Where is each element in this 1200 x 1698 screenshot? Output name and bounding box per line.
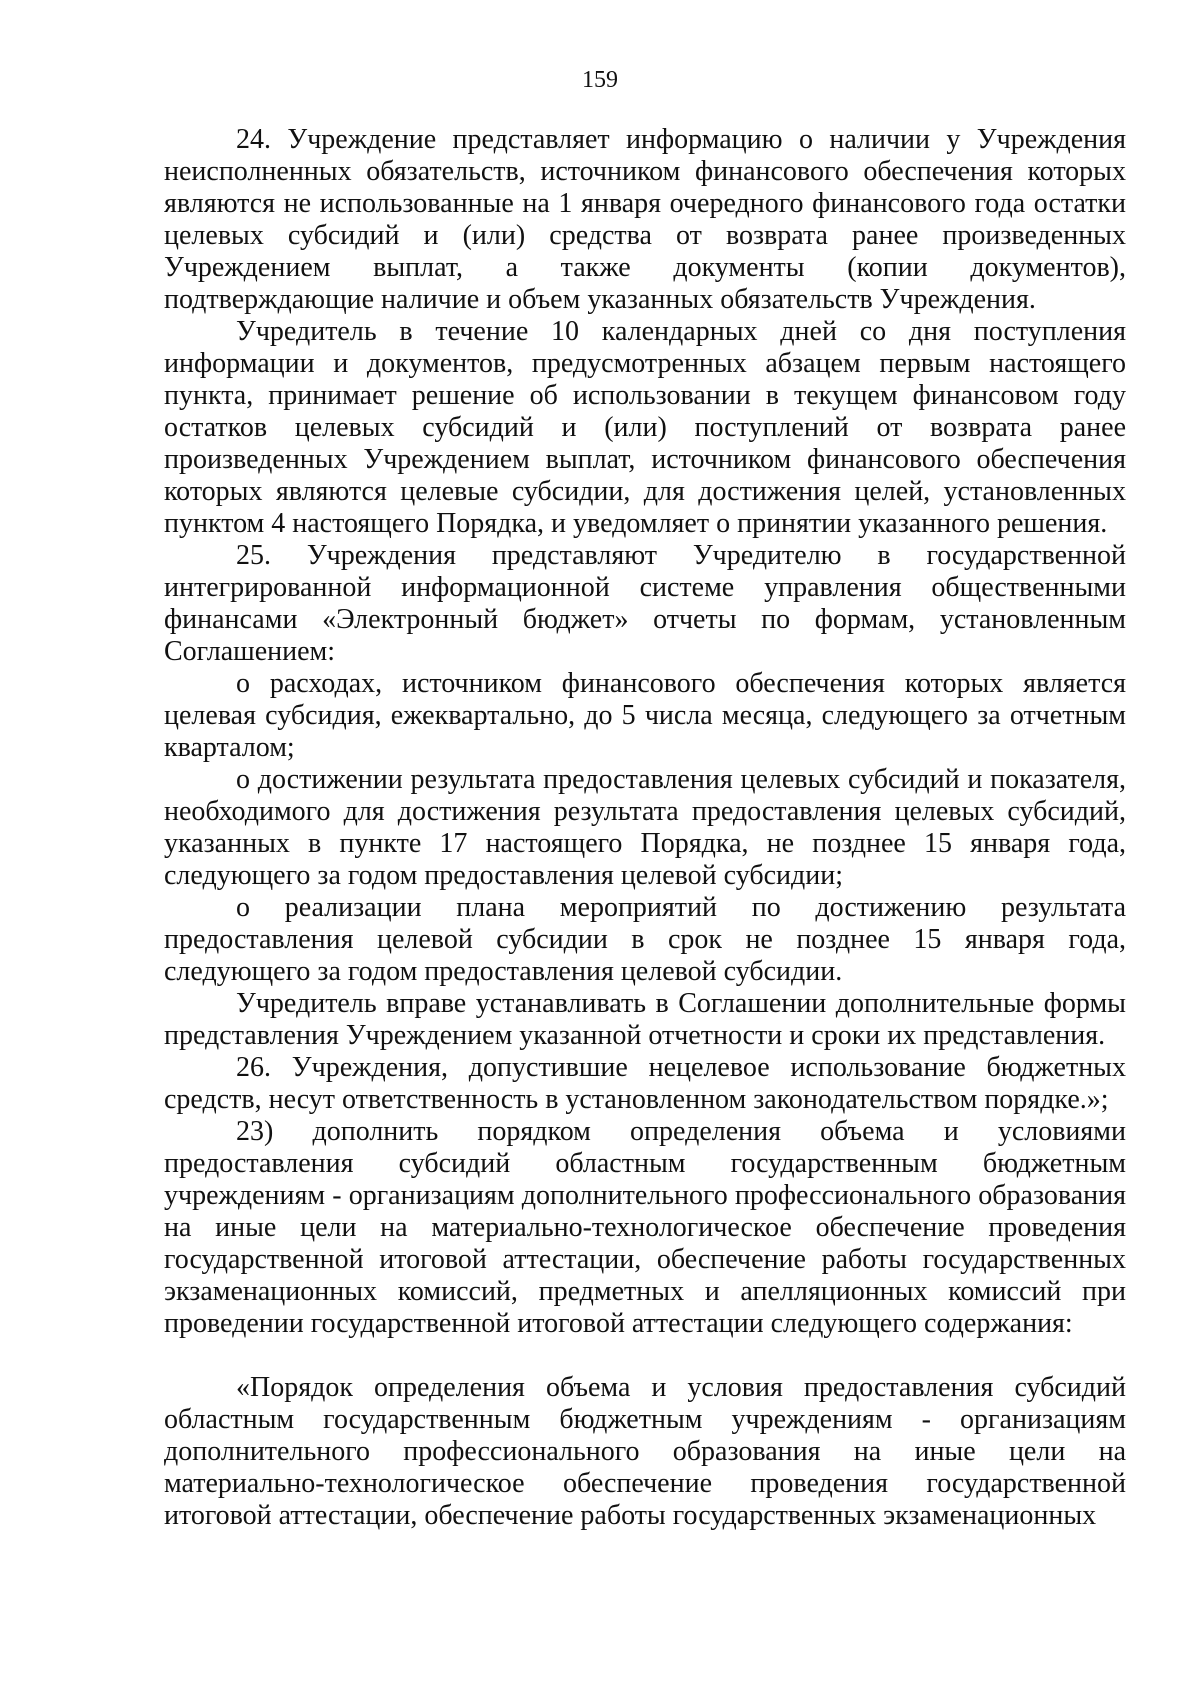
paragraph-24: 24. Учреждение представляет информацию о наличии у Учреждения неисполненных обязательств, источником финансового обеспечения которых являются не использованные на 1 января очередного финансового года остатки целевых субсидий и (или) средства от возврата ранее произведенных Учреждением выплат, а также документы (копии документов), подтверждающие наличие и объем указанных обязательств Учреждения.: [164, 124, 1126, 315]
paragraph-result-report: о достижении результата предоставления целевых субсидий и показателя, необходимого для достижения результата предоставления целевых субсидий, указанных в пункте 17 настоящего Порядка, не позднее 15 января года, следующего за годом предоставления целевой субсидии;: [164, 764, 1126, 891]
paragraph-26: 26. Учреждения, допустившие нецелевое использование бюджетных средств, несут ответственность в установленном законодательством порядке.»;: [164, 1052, 1126, 1115]
paragraph-procedure-title: «Порядок определения объема и условия предоставления субсидий областным государственным бюджетным учреждениям - организациям дополнительного профессионального образования на иные цели на материально-технологическое обеспечение проведения государственной итоговой аттестации, обеспечение работы государственных экзаменационных: [164, 1372, 1126, 1531]
document-body: [164, 124, 1126, 1532]
paragraph-additional-forms: Учредитель вправе устанавливать в Соглашении дополнительные формы представления Учреждением указанной отчетности и сроки их представления.: [164, 988, 1126, 1051]
paragraph-25: 25. Учреждения представляют Учредителю в государственной интегрированной информационной системе управления общественными финансами «Электронный бюджет» отчеты по формам, установленным Соглашением:: [164, 540, 1126, 667]
paragraph-23-amendment: 23) дополнить порядком определения объема и условиями предоставления субсидий областным государственным бюджетным учреждениям - организациям дополнительного профессионального образования на иные цели на материально-технологическое обеспечение проведения государственной итоговой аттестации, обеспечение работы государственных экзаменационных комиссий, предметных и апелляционных комиссий при проведении государственной итоговой аттестации следующего содержания:: [164, 1116, 1126, 1339]
paragraph-expenses-report: о расходах, источником финансового обеспечения которых является целевая субсидия, ежеквартально, до 5 числа месяца, следующего за отчетным кварталом;: [164, 668, 1126, 763]
paragraph-plan-report: о реализации плана мероприятий по достижению результата предоставления целевой субсидии в срок не позднее 15 января года, следующего за годом предоставления целевой субсидии.: [164, 892, 1126, 987]
page-number: 159: [582, 67, 618, 93]
paragraph-founder-decision: Учредитель в течение 10 календарных дней со дня поступления информации и документов, предусмотренных абзацем первым настоящего пункта, принимает решение об использовании в текущем финансовом году остатков целевых субсидий и (или) поступлений от возврата ранее произведенных Учреждением выплат, источником финансового обеспечения которых являются целевые субсидии, для достижения целей, установленных пунктом 4 настоящего Порядка, и уведомляет о принятии указанного решения.: [164, 316, 1126, 539]
